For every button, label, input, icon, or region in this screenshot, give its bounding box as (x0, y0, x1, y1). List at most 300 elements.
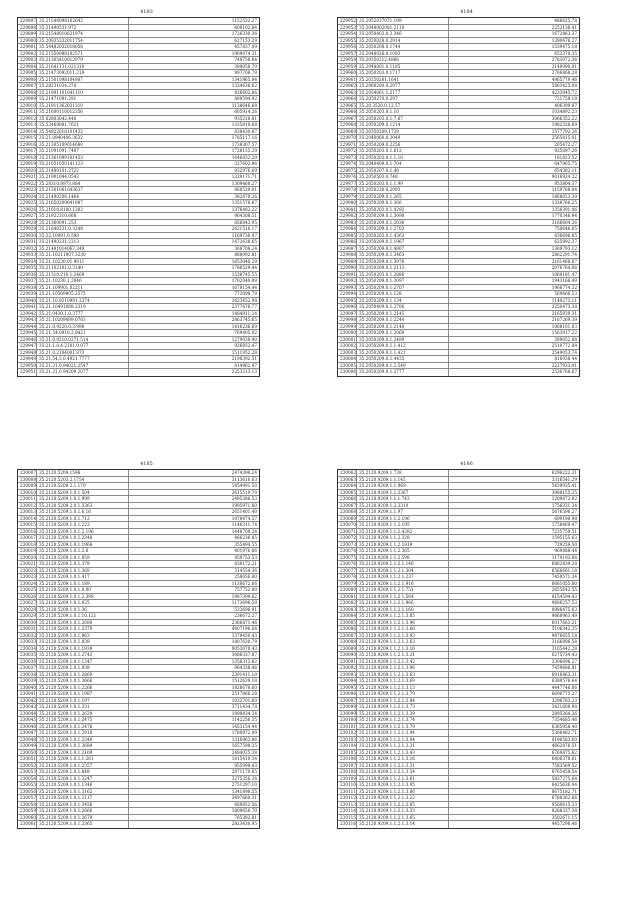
coordinate-cell: 35.2120.9209.1.738 (357, 470, 449, 476)
value-cell: 314554.36 (234, 567, 257, 573)
coordinate-cell: 35.2050209.0.1.366 (357, 200, 449, 206)
row-id-cell: 229916 (20, 141, 36, 147)
coordinate-cell: 35.2120.5209.1.0.1.2869 (37, 672, 129, 678)
value-cell: 814962.47 (234, 362, 257, 368)
row-id-cell: 230067 (340, 502, 356, 508)
row-id-cell: 229991 (340, 271, 356, 277)
value-cell: 1780972.09 (231, 730, 257, 735)
coordinate-cell: 35.2120.9209.1.1.2.1.3.96 (357, 620, 449, 626)
row-id-cell: 229918 (20, 154, 36, 160)
value-cell: 1309468.27 (231, 180, 257, 186)
coordinate-cell: 35.2052037071.199 (357, 18, 449, 24)
row-id-cell: 230019 (20, 548, 36, 553)
row-id-cell: 230110 (340, 782, 356, 787)
row-id-cell: 230080 (340, 587, 356, 592)
value-cell: 1726330.36 (231, 31, 257, 36)
coordinate-cell: 35.2050230.0.2093 (357, 187, 449, 193)
value-cell: 1623452.98 (231, 297, 257, 303)
coordinate-cell: 35.2048001.0.1185 (357, 64, 449, 70)
coordinate-cell: 35.21490231.2313 (37, 239, 129, 245)
coordinate-cell: 35.2050209.0.1.2069 (357, 330, 449, 336)
table-row (18, 821, 259, 828)
value-cell: 6769875.62 (551, 749, 577, 755)
row-id-cell: 229978 (340, 187, 356, 192)
row-id-cell: 229977 (340, 180, 356, 186)
value-cell: 2615519.70 (231, 489, 257, 495)
data-table (17, 469, 260, 829)
value-cell: 1511952.28 (231, 349, 257, 355)
row-id-cell: 230087 (340, 632, 356, 638)
row-id-cell: 230065 (340, 489, 356, 495)
row-id-cell: 229898 (20, 24, 36, 30)
coordinate-cell: 35.2120.9209.1.1.97 (357, 509, 449, 515)
value-cell: 816938.44 (554, 356, 577, 361)
value-cell: 4457296.46 (551, 821, 577, 826)
coordinate-cell: 35.2050209.0.1.2707 (357, 285, 449, 291)
coordinate-cell: 35.2054061.1.2177 (357, 90, 449, 96)
coordinate-cell: 35.2120.9209.1.1.2.1.304 (357, 568, 449, 574)
value-cell: 627153.29 (234, 37, 257, 43)
coordinate-cell: 35.2120.9209.1.1.2.1.3.84 (357, 698, 449, 704)
coordinate-cell: 35.20350212.4866 (357, 57, 449, 63)
row-id-cell: 230107 (340, 762, 356, 768)
value-cell: 2161466.87 (551, 258, 577, 264)
coordinate-cell: 35.2120.9209.1.1.1.743 (357, 496, 449, 502)
value-cell: 1356391.06 (551, 206, 577, 212)
row-id-cell: 230098 (340, 704, 356, 709)
coordinate-cell: 35.2120.5209.1.0.1.712 (37, 516, 129, 522)
value-cell: 2366871.46 (231, 619, 257, 625)
row-id-cell: 229897 (20, 18, 36, 23)
coordinate-cell: 35.2120.5209.1.0.1.2.398 (37, 594, 129, 600)
page-4185 (0, 452, 293, 892)
row-id-cell: 230048 (20, 736, 36, 742)
row-id-cell: 229928 (20, 219, 36, 225)
coordinate-cell: 35.2120.9209.1.1.2.4382 (357, 529, 449, 535)
row-id-cell: 229903 (20, 57, 36, 62)
value-cell: 729259.50 (554, 541, 577, 547)
row-id-cell: 230050 (20, 749, 36, 755)
coordinate-cell: 35.2120.9209.1.1.2.1.3.86 (357, 789, 449, 795)
value-cell: 3316541.29 (551, 476, 577, 482)
row-id-cell: 229990 (340, 265, 356, 270)
value-cell: 1369793.12 (551, 245, 577, 251)
row-id-cell: 229923 (20, 187, 36, 192)
row-id-cell: 230052 (20, 762, 36, 768)
coordinate-cell: 35.21.10211907.3230 (37, 252, 129, 258)
coordinate-cell: 35.2120.9209.1.1.2.1.3.16 (357, 646, 449, 652)
value-cell: 2510772.08 (551, 343, 577, 348)
value-cell: 2484025.38 (231, 749, 257, 755)
coordinate-cell: 35.21.10509905.2575 (37, 291, 129, 297)
coordinate-cell: 35.2050209.0.1.3976 (357, 259, 449, 265)
value-cell: 3113616.63 (231, 476, 257, 482)
value-cell: 2250473.38 (551, 304, 577, 309)
coordinate-cell: 35.2120.5209.1.0.1.222 (37, 522, 129, 528)
table-row (18, 369, 259, 376)
row-id-cell: 229960 (340, 70, 356, 75)
value-cell: 1448708.24 (231, 528, 257, 534)
coordinate-cell: 35.21600110012356 (37, 109, 129, 115)
value-cell: 2536768.67 (551, 369, 577, 374)
row-id-cell: 230023 (20, 574, 36, 579)
row-id-cell: 230100 (340, 717, 356, 722)
coordinate-cell: 35.2120.5209.1.0.1.1.261 (37, 756, 129, 762)
row-id-cell: 230021 (20, 561, 36, 566)
value-cell: 1060181.47 (551, 271, 577, 277)
row-id-cell: 229994 (340, 291, 356, 296)
coordinate-cell: 35.2120.5209.1.0.1.2365 (37, 821, 129, 828)
value-cell: 1484911.24 (231, 310, 257, 316)
row-id-cell: 230009 (20, 483, 36, 488)
row-id-cell: 230014 (20, 515, 36, 521)
coordinate-cell: 35.2050209.0.1214 (357, 122, 449, 128)
coordinate-cell: 35.2050209.0.1.128 (357, 291, 449, 297)
row-id-cell: 229927 (20, 213, 36, 218)
value-cell: 1068101.03 (551, 323, 577, 329)
value-cell: 1316963.86 (231, 736, 257, 742)
row-id-cell: 230064 (340, 483, 356, 488)
row-id-cell: 230081 (340, 593, 356, 599)
row-id-cell: 229979 (340, 193, 356, 199)
row-id-cell: 230018 (20, 541, 36, 547)
row-id-cell: 229959 (340, 63, 356, 69)
coordinate-cell: 35.2050209.0.1.1.412 (357, 343, 449, 349)
coordinate-cell: 35.2120.9209.1.1.2.1.916 (357, 581, 449, 587)
page-number: 4185 (140, 461, 153, 467)
coordinate-cell: 35.52469081.7621 (37, 122, 129, 128)
value-cell: 1987399.62 (231, 593, 257, 599)
value-cell: 773098.79 (234, 291, 257, 296)
value-cell: 7235759.51 (551, 528, 577, 534)
row-id-cell: 230094 (340, 678, 356, 683)
value-cell: 2227933.01 (551, 362, 577, 368)
value-cell: 856843.95 (234, 219, 257, 225)
value-cell: 2198392.51 (231, 356, 257, 361)
value-cell: 401976.86 (234, 548, 257, 553)
data-table (337, 17, 580, 377)
coordinate-cell: 35.20350209.1728 (357, 129, 449, 135)
coordinate-cell: 35.2120.9209.1.1.2.1.3.63 (357, 639, 449, 645)
coordinate-cell: 35.2120.9209.1.1.2.1.3.74 (357, 717, 449, 723)
row-id-cell: 229981 (340, 206, 356, 212)
row-id-cell: 229901 (20, 44, 36, 49)
value-cell: 2495386.53 (231, 496, 257, 501)
row-id-cell: 229911 (20, 109, 36, 114)
row-id-cell: 230016 (20, 528, 36, 534)
coordinate-cell: 35.2120.9209.1.1.2.1.3.16 (357, 756, 449, 762)
row-id-cell: 229939 (20, 291, 36, 296)
coordinate-cell: 35.2120.9209.1.1.2.1.3.04 (357, 737, 449, 743)
row-id-cell: 229936 (20, 271, 36, 277)
value-cell: 1329171.71 (231, 174, 257, 179)
coordinate-cell: 35.2120.5209.1.0.1.999 (37, 496, 129, 502)
value-cell: 8675182.71 (551, 788, 577, 794)
row-id-cell: 229902 (20, 50, 36, 56)
row-id-cell: 230003 (340, 349, 356, 355)
value-cell: 6365958.40 (551, 723, 577, 729)
row-id-cell: 230113 (340, 801, 356, 807)
value-cell: 826602.86 (234, 89, 257, 95)
coordinate-cell: 35.21305109014680 (37, 142, 129, 148)
coordinate-cell: 35.2120.9209.1.1.2.1.3.93 (357, 633, 449, 639)
coordinate-cell: 35.2120.9209.1.1.2.598 (357, 555, 449, 561)
value-cell: 1702040.89 (231, 278, 257, 283)
coordinate-cell: 35.2120.5209.1.0.1.6.16 (37, 509, 129, 515)
coordinate-cell: 35.2120.9209.1.1.2.1.3.21 (357, 652, 449, 658)
coordinate-cell: 35.28310.8973.884 (37, 181, 129, 187)
coordinate-cell: 35.21901044.0543 (37, 174, 129, 180)
value-cell: 964308.51 (234, 213, 257, 218)
value-cell: 2751297.10 (231, 782, 257, 787)
coordinate-cell: 35.2120.5209.1.0.1.504 (37, 490, 129, 496)
coordinate-cell: 35.21361099101453 (37, 155, 129, 161)
row-id-cell: 229984 (340, 226, 356, 231)
row-id-cell: 229932 (20, 245, 36, 251)
row-id-cell: 229953 (340, 24, 356, 30)
row-id-cell: 230043 (20, 704, 36, 709)
coordinate-cell: 35.22.10091.0.598 (37, 233, 129, 239)
value-cell: 382879.26 (234, 193, 257, 199)
coordinate-cell: 35.2050209.0.1.2244 (357, 317, 449, 323)
row-id-cell: 229919 (20, 161, 36, 166)
coordinate-cell: 35.21091091.7407 (37, 148, 129, 154)
coordinate-cell: 35.2120.9209.1.1.969 (357, 483, 449, 489)
value-cell: 838430.87 (234, 128, 257, 134)
coordinate-cell: 35.2050209.0.2256 (357, 142, 449, 148)
value-cell: 932976.69 (234, 167, 257, 173)
row-id-cell: 229954 (340, 31, 356, 36)
coordinate-cell: 35.2120.9209.1.1.2.328 (357, 535, 449, 541)
coordinate-cell: 35.21360091.253 (37, 220, 129, 226)
row-id-cell: 229915 (20, 135, 36, 140)
coordinate-cell: 35.21501061043637 (37, 187, 129, 193)
page-number: 4186 (460, 461, 473, 467)
value-cell: 9668963.49 (551, 613, 577, 618)
coordinate-cell: 35.2120.9209.1.1.2.1819 (357, 542, 449, 548)
value-cell: 897708.79 (234, 70, 257, 75)
value-cell: 2474396.24 (231, 470, 257, 475)
row-id-cell: 230063 (340, 476, 356, 482)
coordinate-cell: 35.2120.9209.1.1.2.1.3.31 (357, 763, 449, 769)
row-id-cell: 230020 (20, 554, 36, 560)
coordinate-cell: 35.2050209.0.1.134 (357, 298, 449, 304)
coordinate-cell: 35.2120.9209.1.1.2.1.966 (357, 600, 449, 606)
row-id-cell: 230085 (340, 619, 356, 625)
coordinate-cell: 35.20935332011754 (37, 38, 129, 44)
coordinate-cell: 35.21051050141123 (37, 161, 129, 167)
coordinate-cell: 35.2050203.0.1.2886 (357, 272, 449, 278)
row-id-cell: 230002 (340, 343, 356, 348)
coordinate-cell: 35.21548010621974 (37, 31, 129, 37)
row-id-cell: 229983 (340, 219, 356, 225)
coordinate-cell: 35.2050209.0.1.2145 (357, 311, 449, 317)
coordinate-cell: 35.21480101.2722 (37, 168, 129, 174)
value-cell: 605914.26 (234, 109, 257, 114)
coordinate-cell: 35.20350261.1641 (357, 77, 449, 83)
value-cell: 888092.81 (234, 252, 257, 257)
coordinate-cell: 35.2120.5209.1.0.1.2666 (37, 808, 129, 814)
value-cell: 2671170.65 (231, 769, 257, 774)
row-id-cell: 230008 (20, 476, 36, 482)
coordinate-cell: 35.2120.9209.1.1.2.1.237 (357, 574, 449, 580)
coordinate-cell: 35.2050209.0.1.1967 (357, 239, 449, 245)
coordinate-cell: 35.2120.9209.1.1.2.1.3.85 (357, 613, 449, 619)
value-cell: 953804.37 (554, 180, 577, 186)
row-id-cell: 229929 (20, 226, 36, 231)
row-id-cell: 229940 (20, 297, 36, 303)
coordinate-cell: 35.2060200.0.2977 (357, 83, 449, 89)
coordinate-cell: 35.2050209.0.1.2113 (357, 265, 449, 271)
coordinate-cell: 35.2120.9209.1.1.2.1.3.61 (357, 776, 449, 782)
coordinate-cell: 35.2050270.0.297 (357, 96, 449, 102)
coordinate-cell: 35.21.0430.1.0.3777 (37, 311, 129, 317)
value-cell: 355494.55 (234, 541, 257, 547)
row-id-cell: 230057 (20, 795, 36, 800)
coordinate-cell: 35.2120.5209.1.0.1.197 (37, 698, 129, 704)
coordinate-cell: 35.2120.5209.1.0.1.2.196 (37, 529, 129, 535)
coordinate-cell: 35.21.0.9220.0.3.998 (37, 324, 129, 330)
coordinate-cell: 35.2050209.0.1.2148 (357, 324, 449, 330)
row-id-cell: 230040 (20, 684, 36, 690)
value-cell: 1758469.47 (551, 522, 577, 527)
row-id-cell: 229996 (340, 304, 356, 309)
coordinate-cell: 35.2120.5209.1.0.1.2679 (37, 815, 129, 821)
coordinate-cell: 35.2120.5209.1.0.1.1939 (37, 646, 129, 652)
value-cell: 3166896.58 (551, 639, 577, 644)
coordinate-cell: 35.2120.5209.1.0.1.2629 (37, 711, 129, 717)
coordinate-cell: 35.2050209.0.1.3463 (357, 252, 449, 258)
row-id-cell: 229965 (340, 102, 356, 108)
value-cell: 6017663.21 (551, 619, 577, 625)
coordinate-cell: 35.21650209041987 (37, 200, 129, 206)
coordinate-cell: 35.2048002081.2110 (357, 25, 449, 31)
coordinate-cell: 35.2120.9209.1.1.2.1.3.96 (357, 665, 449, 671)
row-id-cell: 230097 (340, 697, 356, 703)
coordinate-cell: 35.21550098102571 (37, 51, 129, 57)
coordinate-cell: 35.2120.5209.1.0.1.3689 (37, 743, 129, 749)
row-id-cell: 230088 (340, 639, 356, 644)
row-id-cell: 229944 (20, 323, 36, 329)
row-id-cell: 229952 (340, 18, 356, 23)
value-cell: 1995971.60 (231, 502, 257, 508)
coordinate-cell: 35.2120.5209.1.0.1.963 (37, 633, 129, 639)
value-cell: 1966774.32 (551, 284, 577, 290)
coordinate-cell: 35.54482032018058 (37, 44, 129, 50)
row-id-cell: 230089 (340, 645, 356, 651)
row-id-cell: 230060 (20, 814, 36, 820)
row-id-cell: 230024 (20, 580, 36, 586)
coordinate-cell: 35.21471091.291 (37, 96, 129, 102)
value-cell: 1334638.62 (231, 83, 257, 88)
coordinate-cell: 35.21911362031310 (37, 103, 129, 109)
value-cell: 1815410.34 (231, 756, 257, 761)
coordinate-cell: 35.2120.9209.1.1.2.1.3.73 (357, 704, 449, 710)
coordinate-cell: 35.21501098104987 (37, 77, 129, 83)
coordinate-cell: 35.2120.5209.1.0.1.859 (37, 555, 129, 561)
row-id-cell: 229971 (340, 141, 356, 147)
row-id-cell: 229949 (20, 356, 36, 361)
row-id-cell: 230017 (20, 535, 36, 540)
value-cell: 1738307.57 (231, 141, 257, 147)
coordinate-cell: 35.2020028.0.2914 (357, 38, 449, 44)
value-cell: 6389576.64 (551, 678, 577, 683)
coordinate-cell: 35.2120.9209.1.1.145 (357, 477, 449, 483)
row-id-cell: 229948 (20, 349, 36, 355)
coordinate-cell: 35.21.0.9210.0271.514 (37, 337, 129, 343)
table-row (338, 369, 579, 376)
value-cell: 1351576.87 (231, 200, 257, 205)
row-id-cell: 230099 (340, 710, 356, 716)
coordinate-cell: 35.2120.9209.1.1.2.1.3.69 (357, 678, 449, 684)
value-cell: 5366462.71 (551, 730, 577, 735)
value-cell: 466236.85 (234, 535, 257, 540)
value-cell: 1034892.23 (551, 109, 577, 114)
value-cell: 533696.91 (234, 606, 257, 612)
coordinate-cell: 35.2050209.0.1.2777 (357, 369, 449, 376)
row-id-cell: 230086 (340, 626, 356, 631)
coordinate-cell: 35.28231034.274 (37, 83, 129, 89)
value-cell: 1756331.34 (551, 502, 577, 508)
row-id-cell: 229989 (340, 258, 356, 264)
row-id-cell: 229982 (340, 213, 356, 218)
row-id-cell: 230029 (20, 613, 36, 618)
value-cell: 3686337.87 (231, 652, 257, 657)
value-cell: 1140273.11 (551, 297, 577, 303)
row-id-cell: 230034 (20, 645, 36, 651)
value-cell: 486625.78 (554, 18, 577, 23)
row-id-cell: 230068 (340, 509, 356, 514)
value-cell: 4447746.06 (551, 684, 577, 690)
row-id-cell: 229958 (340, 57, 356, 62)
value-cell: 926852.47 (234, 343, 257, 348)
page-4184 (320, 0, 613, 440)
value-cell: 1868053.39 (551, 193, 577, 199)
row-id-cell: 230039 (20, 678, 36, 683)
coordinate-cell: 35.2050209.0.1.4807 (357, 246, 449, 252)
coordinate-cell: 35.2120.9209.1.1.2.1.3.22 (357, 795, 449, 801)
coordinate-cell: 35.2120.5209.1.0.1.331 (37, 704, 129, 710)
value-cell: 699198.98 (554, 515, 577, 521)
row-id-cell: 230093 (340, 671, 356, 677)
row-id-cell: 230042 (20, 697, 36, 703)
row-id-cell: 230101 (340, 723, 356, 729)
coordinate-cell: 35.21.10230.01.9811 (37, 259, 129, 265)
coordinate-cell: 35.2120.5209.1.0.1.3247 (37, 776, 129, 782)
value-cell: 569666.53 (554, 291, 577, 296)
value-cell: 1416236.69 (231, 323, 257, 329)
value-cell: 1809656.79 (231, 808, 257, 813)
row-id-cell: 229900 (20, 37, 36, 43)
row-id-cell: 230032 (20, 632, 36, 638)
value-cell: 654382.11 (554, 167, 577, 173)
value-cell: 3502671.15 (551, 814, 577, 820)
row-id-cell: 230091 (340, 658, 356, 664)
row-id-cell: 230061 (20, 821, 36, 826)
value-cell: 1390676.27 (551, 37, 577, 43)
value-cell: 1152532.27 (231, 18, 257, 23)
row-id-cell: 229961 (340, 76, 356, 82)
row-id-cell: 230047 (20, 730, 36, 735)
row-id-cell: 230041 (20, 691, 36, 696)
coordinate-cell: 35.2120.5209.1.0.1.2117 (37, 795, 129, 801)
coordinate-cell: 35.2120.9209.1.1.2.1.3.31 (357, 743, 449, 749)
row-id-cell: 229943 (20, 317, 36, 322)
value-cell: 1539475.18 (551, 44, 577, 49)
value-cell: 6661055.80 (551, 580, 577, 586)
value-cell: 3166604.26 (551, 219, 577, 225)
value-cell: 9560615.33 (551, 801, 577, 807)
